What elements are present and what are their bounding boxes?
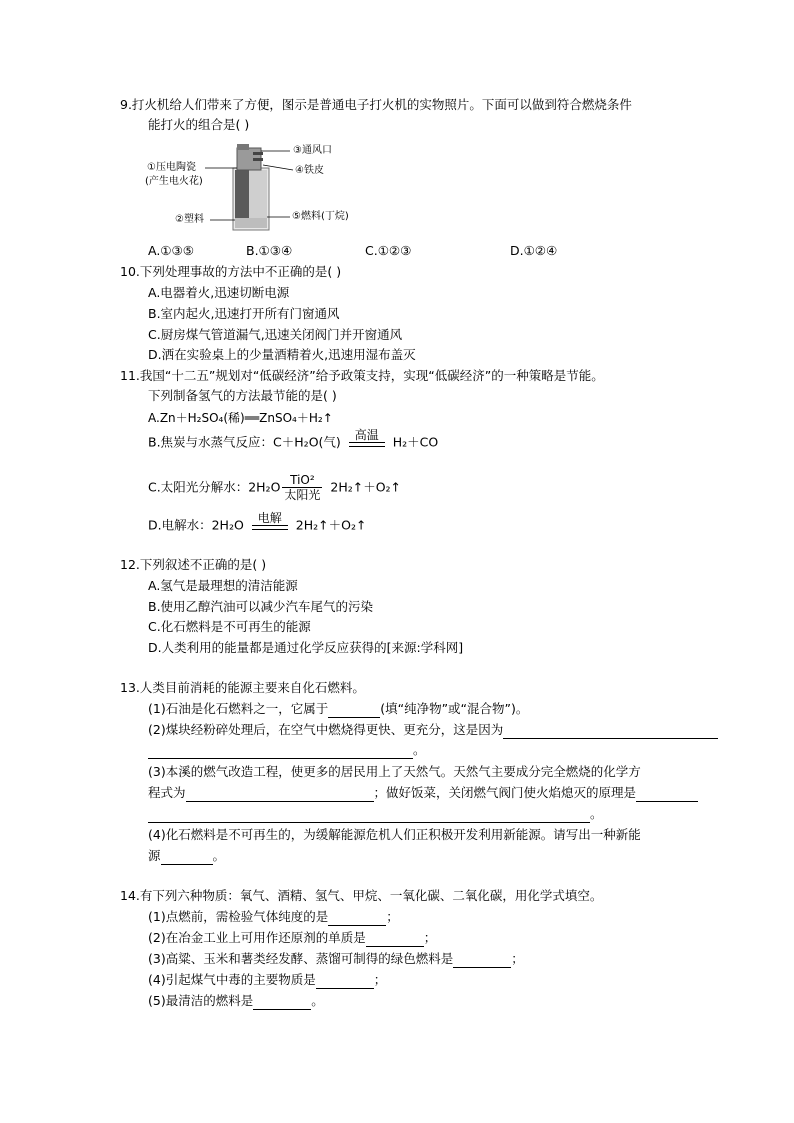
q10-stem: 10.下列处理事故的方法中不正确的是( ) (120, 264, 342, 279)
q9-option-a[interactable]: A.①③⑤ (148, 243, 194, 258)
q14-p5-text: (5)最清洁的燃料是 (148, 993, 254, 1008)
q14-p4-sep: ； (373, 972, 387, 987)
q14-part1 (148, 908, 399, 926)
q13-p4-pre: 源 (148, 848, 161, 863)
q13-part4-line2 (148, 847, 225, 865)
equals-bar (349, 442, 385, 447)
q13-p2-end: 。 (413, 742, 426, 757)
q13-part3-line3 (148, 805, 603, 823)
label-vent: ③通风口 (293, 145, 332, 156)
q14-p1-text: (1)点燃前，需检验气体纯度的是 (148, 909, 329, 924)
q14-part4 (148, 971, 386, 989)
q13-p1-post: (填“纯净物”或“混合物”)。 (380, 701, 529, 716)
q11-c-pre: C.太阳光分解水：2H₂O (148, 479, 281, 495)
q11-d-cond-text: 电解 (257, 511, 282, 525)
q13-p3-pre: 程式为 (148, 785, 186, 800)
q13-p1-text: (1)石油是化石燃料之一，它属于 (148, 701, 329, 716)
q14-part3 (148, 950, 524, 968)
q12-stem: 12.下列叙述不正确的是( ) (120, 557, 267, 572)
q14-p1-sep: ； (386, 909, 399, 924)
q13-p2-blank-2[interactable] (148, 745, 413, 759)
q11-b-pre: B.焦炭与水蒸气反应：C＋H₂O(气) (148, 434, 341, 450)
q13-p4-blank[interactable] (161, 851, 213, 865)
q11-d-pre: D.电解水：2H₂O (148, 517, 244, 533)
q13-p3-blank-1[interactable] (186, 788, 374, 802)
equals-bar (252, 525, 288, 530)
q14-p2-sep: ； (423, 930, 437, 945)
q10-option-a[interactable]: A.电器着火,迅速切断电源 (148, 285, 290, 300)
q10-option-d[interactable]: D.洒在实验桌上的少量酒精着火,迅速用湿布盖灭 (148, 347, 416, 362)
q13-part2 (148, 721, 718, 739)
q11-c-post: 2H₂↑＋O₂↑ (330, 479, 402, 495)
q13-p3-end: 。 (590, 806, 603, 821)
q14-p3-blank[interactable] (453, 954, 511, 968)
q14-stem: 14.有下列六种物质：氧气、酒精、氢气、甲烷、一氧化碳、二氧化碳，用化学式填空。 (120, 888, 603, 903)
q12-option-c[interactable]: C.化石燃料是不可再生的能源 (148, 619, 311, 634)
q11-c-condition (282, 473, 322, 502)
q13-p3-blank-2[interactable] (636, 788, 698, 802)
q11-option-a[interactable]: A.Zn＋H₂SO₄(稀)══ZnSO₄＋H₂↑ (148, 411, 333, 425)
q11-b-condition (349, 428, 385, 447)
q14-p5-blank[interactable] (253, 996, 311, 1010)
q13-part3-line2 (148, 784, 698, 802)
label-fuel: ⑤燃料(丁烷) (292, 211, 349, 222)
q11-option-d[interactable] (148, 511, 367, 548)
label-iron: ④铁皮 (295, 165, 324, 176)
q13-part2-cont (148, 741, 426, 759)
q10-option-c[interactable]: C.厨房煤气管道漏气,迅速关闭阀门并开窗通风 (148, 327, 403, 342)
q13-p4-end: 。 (212, 848, 226, 863)
q14-p5-end: 。 (311, 993, 324, 1008)
q9-option-c[interactable]: C.①②③ (365, 243, 412, 258)
q13-p2-blank-1[interactable] (503, 725, 718, 739)
q11-option-c[interactable] (148, 473, 401, 509)
q13-part1 (148, 700, 528, 718)
label-plastic: ②塑料 (175, 214, 204, 225)
q12-option-a[interactable]: A.氢气是最理想的清洁能源 (148, 578, 298, 593)
label-piezo-note: (产生电火花) (145, 176, 203, 187)
q13-p3-blank-3[interactable] (148, 809, 590, 823)
q14-part5 (148, 992, 324, 1010)
q11-d-post: 2H₂↑＋O₂↑ (295, 517, 367, 533)
q11-b-post: H₂＋CO (392, 434, 439, 450)
q14-p3-sep: ； (511, 951, 524, 966)
q13-part3-line1: (3)本溪的燃气改造工程，使更多的居民用上了天然气。天然气主要成分完全燃烧的化学方 (148, 764, 641, 779)
q9-option-b[interactable]: B.①③④ (246, 243, 293, 258)
q13-p2-text: (2)煤块经粉碎处理后，在空气中燃烧得更快、更充分，这是因为 (148, 722, 504, 737)
label-piezo: ①压电陶瓷 (147, 162, 196, 173)
q14-p4-text: (4)引起煤气中毒的主要物质是 (148, 972, 316, 987)
q9-option-d[interactable]: D.①②④ (510, 243, 558, 258)
q14-p2-blank[interactable] (366, 933, 424, 947)
q11-stem-line2: 下列制备氢气的方法最节能的是( ) (148, 388, 337, 403)
q14-p1-blank[interactable] (328, 912, 386, 926)
q9-options (148, 243, 608, 261)
q14-p4-blank[interactable] (316, 975, 374, 989)
q13-stem: 13.人类目前消耗的能源主要来自化石燃料。 (120, 680, 365, 695)
q9-stem-line1: 9.打火机给人们带来了方便，图示是普通电子打火机的实物照片。下面可以做到符合燃烧条件 (120, 97, 632, 112)
q14-p2-text: (2)在冶金工业上可用作还原剂的单质是 (148, 930, 366, 945)
lighter-figure (145, 140, 365, 236)
q13-p1-blank[interactable] (328, 704, 380, 718)
q13-part4-line1: (4)化石燃料是不可再生的，为缓解能源危机人们正积极开发利用新能源。请写出一种新能 (148, 827, 641, 842)
q9-stem-line2: 能打火的组合是( ) (148, 117, 250, 132)
q11-stem-line1: 11.我国“十二五”规划对“低碳经济”给予政策支持，实现“低碳经济”的一种策略是节能。 (120, 368, 604, 383)
q10-option-b[interactable]: B.室内起火,迅速打开所有门窗通风 (148, 306, 340, 321)
q14-p3-text: (3)高粱、玉米和薯类经发酵、蒸馏可制得的绿色燃料是 (148, 951, 454, 966)
q11-c-cond-top: TiO² (290, 473, 315, 487)
q11-c-cond-bot: 太阳光 (284, 488, 321, 502)
q12-option-b[interactable]: B.使用乙醇汽油可以减少汽车尾气的污染 (148, 599, 374, 614)
q13-p3-mid: ；做好饭菜，关闭燃气阀门使火焰熄灭的原理是 (373, 785, 637, 800)
q14-part2 (148, 929, 436, 947)
q12-option-d[interactable]: D.人类利用的能量都是通过化学反应获得的[来源:学科网] (148, 640, 464, 655)
q11-option-b[interactable] (148, 428, 439, 465)
q11-d-condition (252, 511, 288, 530)
q11-b-cond-text: 高温 (354, 428, 379, 442)
